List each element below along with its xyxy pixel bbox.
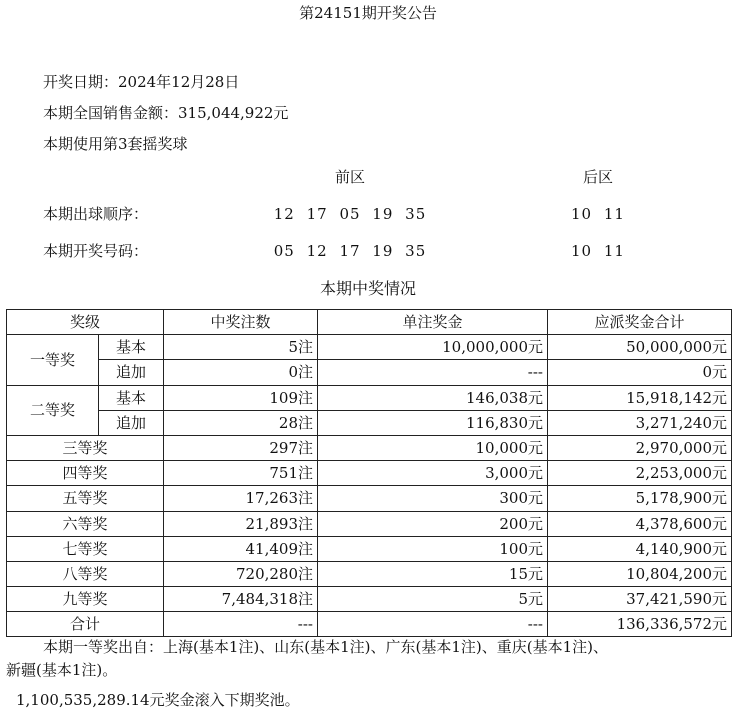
- winner-count: 41,409注: [164, 536, 318, 561]
- single-prize: 15元: [318, 561, 548, 586]
- back-zone-label: 后区: [582, 168, 613, 186]
- sum-single-prize: ---: [318, 612, 548, 637]
- sales-amount: 本期全国销售金额：315,044,922元: [43, 104, 289, 122]
- single-prize: 5元: [318, 587, 548, 612]
- table-row: [7, 561, 732, 586]
- total-prize: 15,918,142元: [548, 385, 732, 410]
- winner-count: 751注: [164, 461, 318, 486]
- winner-count: 297注: [164, 435, 318, 460]
- level-name: 二等奖: [7, 385, 99, 435]
- total-prize: 0元: [548, 360, 732, 385]
- prize-type: 追加: [99, 410, 164, 435]
- table-sum-row: [7, 612, 732, 637]
- single-prize: 10,000元: [318, 435, 548, 460]
- table-row: [7, 360, 732, 385]
- sum-total: 136,336,572元: [548, 612, 732, 637]
- winning-numbers-back: 10 11: [571, 242, 625, 260]
- table-row: [7, 511, 732, 536]
- prize-type: 基本: [99, 335, 164, 360]
- winner-count: 21,893注: [164, 511, 318, 536]
- prize-type: 追加: [99, 360, 164, 385]
- first-prize-origin: 本期一等奖出自：上海(基本1注)、山东(基本1注)、广东(基本1注)、重庆(基本1注)、: [43, 638, 608, 656]
- total-prize: 2,253,000元: [548, 461, 732, 486]
- table-row: [7, 410, 732, 435]
- first-prize-origin-cont: 新疆(基本1注)。: [6, 661, 118, 679]
- table-row: [7, 385, 732, 410]
- table-row: [7, 486, 732, 511]
- draw-date: 开奖日期：2024年12月28日: [43, 73, 240, 91]
- draw-order-label: 本期出球顺序：: [43, 205, 149, 223]
- header-single-prize: 单注奖金: [318, 310, 548, 335]
- level-name: 八等奖: [7, 561, 164, 586]
- total-prize: 3,271,240元: [548, 410, 732, 435]
- table-row: [7, 335, 732, 360]
- jackpot-rollover: 1,100,535,289.14元奖金滚入下期奖池。: [16, 691, 300, 709]
- level-name: 七等奖: [7, 536, 164, 561]
- table-header-row: [7, 310, 732, 335]
- single-prize: 3,000元: [318, 461, 548, 486]
- prize-table-title: 本期中奖情况: [319, 279, 416, 298]
- total-prize: 10,804,200元: [548, 561, 732, 586]
- total-prize: 50,000,000元: [548, 335, 732, 360]
- level-name: 九等奖: [7, 587, 164, 612]
- draw-order-front: 12 17 05 19 35: [273, 205, 427, 223]
- prize-type: 基本: [99, 385, 164, 410]
- level-name: 一等奖: [7, 335, 99, 385]
- winning-numbers-front: 05 12 17 19 35: [273, 242, 427, 260]
- sum-label: 合计: [7, 612, 164, 637]
- total-prize: 2,970,000元: [548, 435, 732, 460]
- winner-count: 17,263注: [164, 486, 318, 511]
- total-prize: 37,421,590元: [548, 587, 732, 612]
- total-prize: 4,378,600元: [548, 511, 732, 536]
- winner-count: 5注: [164, 335, 318, 360]
- winner-count: 28注: [164, 410, 318, 435]
- table-row: [7, 461, 732, 486]
- header-total: 应派奖金合计: [548, 310, 732, 335]
- single-prize: 300元: [318, 486, 548, 511]
- winner-count: 109注: [164, 385, 318, 410]
- level-name: 四等奖: [7, 461, 164, 486]
- level-name: 六等奖: [7, 511, 164, 536]
- winner-count: 0注: [164, 360, 318, 385]
- winner-count: 7,484,318注: [164, 587, 318, 612]
- header-level: 奖级: [7, 310, 164, 335]
- single-prize: 100元: [318, 536, 548, 561]
- draw-order-back: 10 11: [571, 205, 625, 223]
- total-prize: 4,140,900元: [548, 536, 732, 561]
- ball-set: 本期使用第3套摇奖球: [43, 135, 188, 153]
- level-name: 五等奖: [7, 486, 164, 511]
- total-prize: 5,178,900元: [548, 486, 732, 511]
- prize-table: [6, 309, 732, 637]
- level-name: 三等奖: [7, 435, 164, 460]
- front-zone-label: 前区: [334, 168, 365, 186]
- single-prize: 146,038元: [318, 385, 548, 410]
- sum-count: ---: [164, 612, 318, 637]
- winner-count: 720,280注: [164, 561, 318, 586]
- single-prize: 10,000,000元: [318, 335, 548, 360]
- header-count: 中奖注数: [164, 310, 318, 335]
- table-row: [7, 435, 732, 460]
- winning-numbers-label: 本期开奖号码：: [43, 242, 149, 260]
- table-row: [7, 587, 732, 612]
- single-prize: 116,830元: [318, 410, 548, 435]
- table-row: [7, 536, 732, 561]
- single-prize: 200元: [318, 511, 548, 536]
- single-prize: ---: [318, 360, 548, 385]
- announcement-title: 第24151期开奖公告: [299, 4, 437, 22]
